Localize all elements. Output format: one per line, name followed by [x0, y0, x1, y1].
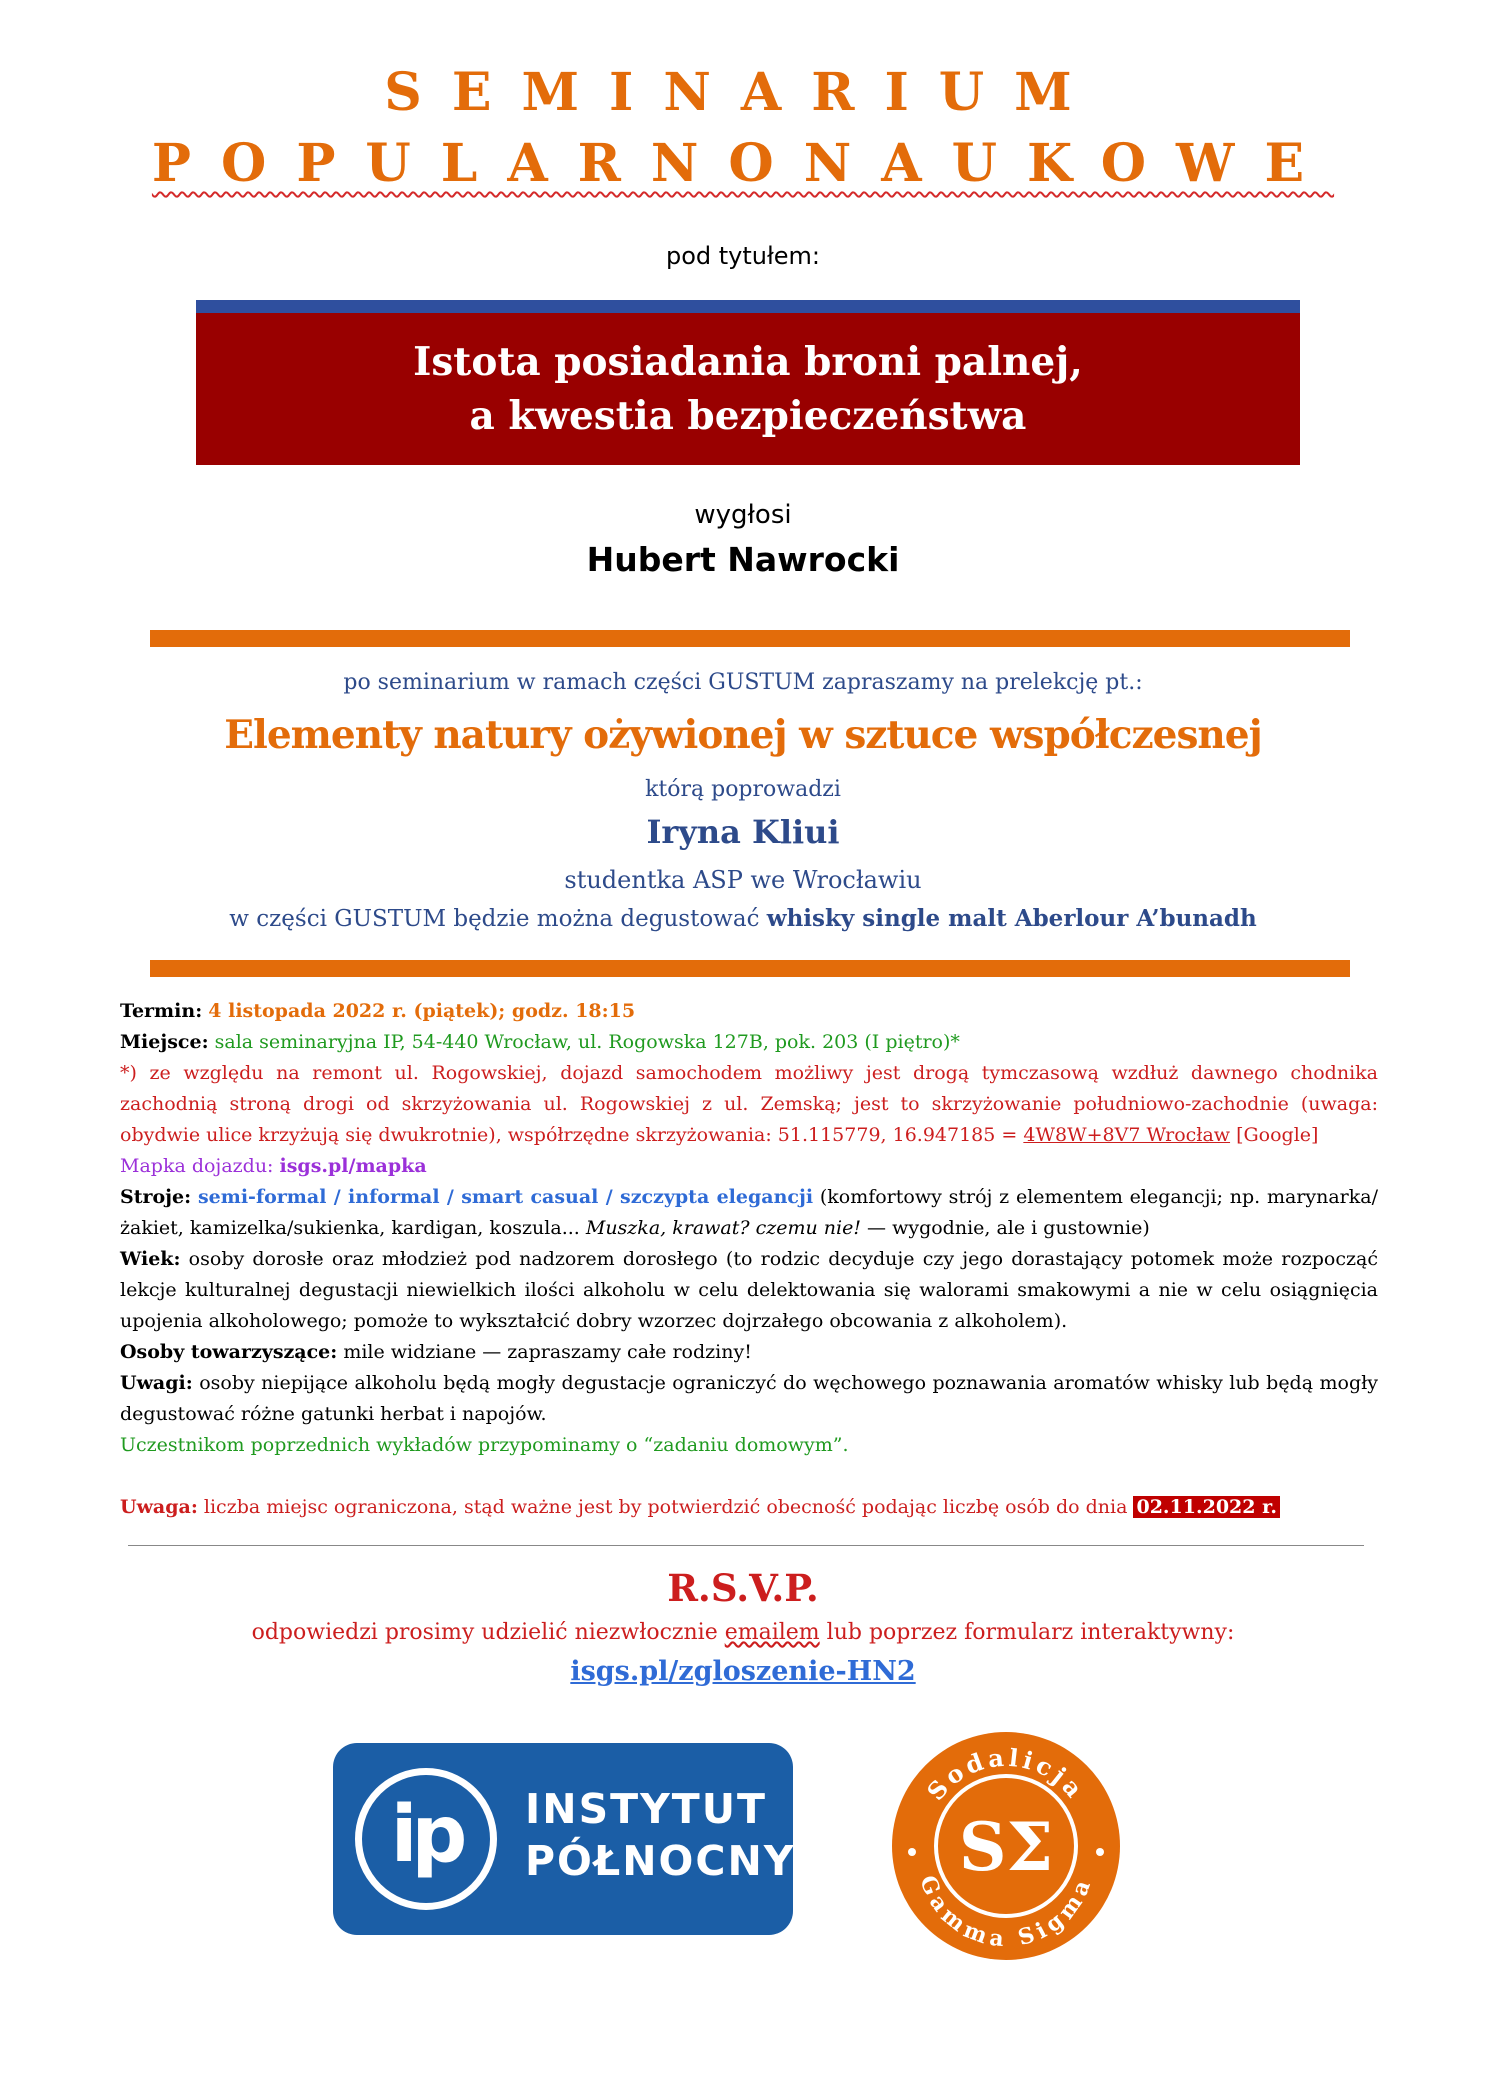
access-note: *) ze względu na remont ul. Rogowskiej, dojazd samochodem możliwy jest drogą tymczasową wzdłuż dawnego chodnika zachodnią stroną drogi od skrzyżowania ul. Rogowskiej z ul. Zemską; jest to skrzyżowanie południowo-zachodnie (uwaga: obydwie ulice krzyżują się dwukrotnie), współrzędne skrzyżowania: 51.115779, 16.947185 = 4W8W+8V7 Wrocław [Google]: [120, 1062, 1378, 1146]
termin-value: 4 listopada 2022 r. (piątek); godz. 18:15: [208, 1000, 636, 1022]
reminder: Uczestnikom poprzednich wykładów przypominamy o “zadaniu domowym”.: [120, 1434, 849, 1456]
talk-title-line-2: a kwestia bezpieczeństwa: [469, 393, 1027, 439]
sodalicja-top-text: Sodalicja: [920, 1742, 1092, 1806]
sodalicja-bottom-text: Gamma Sigma: [914, 1871, 1098, 1953]
speaker-name: Hubert Nawrocki: [586, 540, 900, 579]
orange-divider-top: [150, 630, 1350, 647]
termin-row: Termin: 4 listopada 2022 r. (piątek); godz. 18:15: [120, 1000, 636, 1022]
subtitle: pod tytułem:: [665, 242, 821, 270]
rsvp-title: R.S.V.P.: [667, 1566, 819, 1610]
tasting-intro: w części GUSTUM będzie można degustować: [229, 906, 767, 932]
gustum-title: Elementy natury ożywionej w sztuce współczesnej: [224, 712, 1262, 758]
title-line-1: SEMINARIUM: [384, 62, 1102, 123]
stroje-value: semi-formal / informal / smart casual / szczypta elegancji: [197, 1186, 814, 1208]
host-intro: którą poprowadzi: [645, 777, 841, 802]
stroje-row: Stroje: semi-formal / informal / smart casual / szczypta elegancji (komfortowy strój z elementem elegancji; np. marynarka/żakiet, kamizelka/sukienka, kardigan, koszula... Muszka, krawat? czemu nie! — wygodnie, ale i gustownie): [120, 1186, 1379, 1239]
gustum-intro: po seminarium w ramach części GUSTUM zapraszamy na prelekcję pt.:: [343, 670, 1143, 695]
ip-circle-icon: [355, 1768, 497, 1910]
uwagi-row: Uwagi: osoby niepijące alkoholu będą mogły degustacje ograniczyć do węchowego poznawania aromatów whisky lub będą mogły degustować różne gatunki herbat i napojów.: [120, 1372, 1378, 1425]
rsvp-text: odpowiedzi prosimy udzielić niezwłocznie emailem lub poprzez formularz interaktywny:: [251, 1620, 1235, 1645]
speaker-intro: wygłosi: [694, 500, 792, 530]
deadline-badge: 02.11.2022 r.: [1133, 1496, 1280, 1518]
miejsce-row: Miejsce: sala seminaryjna IP, 54-440 Wrocław, ul. Rogowska 127B, pok. 203 (I piętro)*: [120, 1031, 960, 1053]
ip-wordmark: INSTYTUT PÓŁNOCNY: [525, 1785, 796, 1885]
email-word: emailem: [724, 1620, 820, 1645]
wiek-row: Wiek: osoby dorosłe oraz młodzież pod nadzorem dorosłego (to rodzic decyduje czy jego dorastający potomek może rozpocząć lekcje kulturalnej degustacji niewielkich ilości alkoholu w celu delektowania się walorami smakowymi a nie w celu osiągnięcia upojenia alkoholowego; pomoże to wykształcić dobry wzorzec dojrzałego obcowania z alkoholem).: [120, 1248, 1378, 1332]
separator-line: [128, 1545, 1364, 1546]
talk-title-box: [196, 313, 1300, 465]
host-role: studentka ASP we Wrocławiu: [564, 866, 922, 894]
title-line-2: POPULARNONAUKOWE: [151, 133, 1335, 194]
header: [0, 62, 1486, 194]
instytut-polnocny-logo: [333, 1743, 796, 1935]
blue-accent-bar: [196, 300, 1300, 313]
sodalicja-gamma-sigma-logo: [890, 1730, 1122, 1962]
tasting-item: whisky single malt Aberlour A’bunadh: [766, 905, 1257, 932]
uwaga-row: Uwaga: liczba miejsc ograniczona, stąd ważne jest by potwierdzić obecność podając liczbę osób do dnia 02.11.2022 r.: [120, 1492, 1378, 1523]
ip-mark: ip: [390, 1790, 462, 1880]
osoby-row: Osoby towarzyszące: mile widziane — zapraszamy całe rodziny!: [120, 1341, 752, 1363]
talk-title-line-1: Istota posiadania broni palnej,: [413, 339, 1083, 385]
host-name: Iryna Kliui: [646, 813, 840, 851]
miejsce-value: sala seminaryjna IP, 54-440 Wrocław, ul. Rogowska 127B, pok. 203 (I piętro)*: [214, 1031, 960, 1053]
sigma-mark: SΣ: [958, 1808, 1054, 1886]
orange-divider-bottom: [150, 960, 1350, 977]
tasting-line: [0, 905, 1486, 932]
info-block: [120, 996, 1378, 1523]
rsvp-link[interactable]: isgs.pl/zgloszenie-HN2: [570, 1656, 916, 1687]
map-row: Mapka dojazdu: isgs.pl/mapka: [120, 1155, 427, 1177]
map-link[interactable]: isgs.pl/mapka: [279, 1155, 427, 1177]
plus-code-link[interactable]: 4W8W+8V7 Wrocław: [1023, 1124, 1231, 1146]
